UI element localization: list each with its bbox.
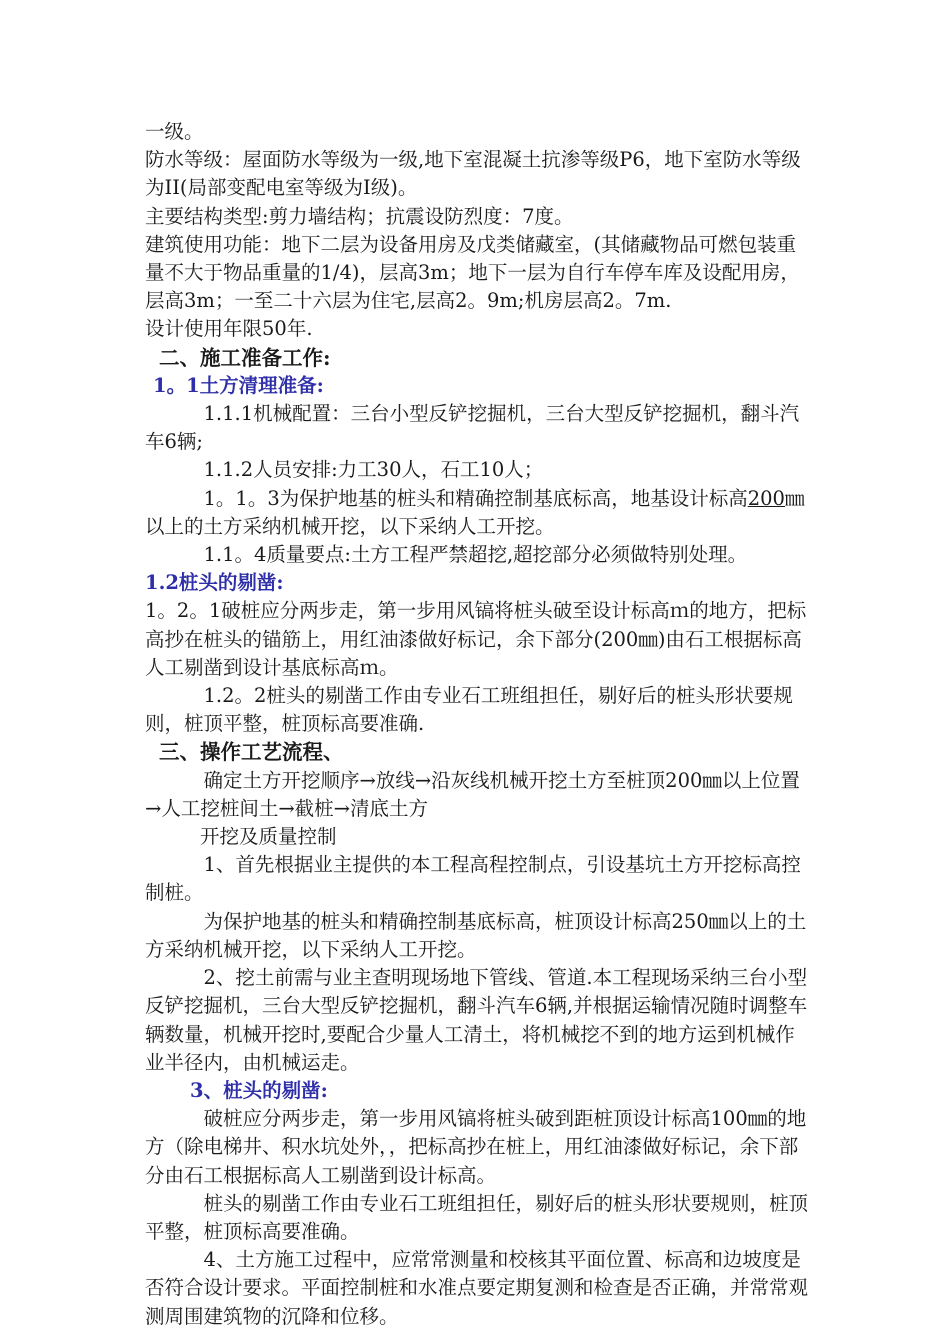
text-paragraph: 2、挖土前需与业主查明现场地下管线、管道.本工程现场采纳三台小型反铲挖掘机，三台大型反铲挖掘机，翻斗汽车6辆,并根据运输情况随时调整车辆数量，机械开挖时,要配合少量人工清土，将机械挖不到的地方运到机械作业半径内，由机械运走。 <box>145 966 808 1074</box>
section-heading: 三、操作工艺流程、 <box>159 740 344 765</box>
subsection-heading: 1。1土方清理准备: <box>153 373 324 397</box>
text-paragraph: 一级。 <box>145 120 204 143</box>
text-paragraph: 确定土方开挖顺序→放线→沿灰线机械开挖土方至桩顶200㎜以上位置→人工挖桩间土→截桩→清底土方 <box>145 768 800 820</box>
text-paragraph: 1.2。2桩头的剔凿工作由专业石工班组担任，剔好后的桩头形状要规则，桩顶平整，桩顶标高要准确. <box>145 684 793 736</box>
document-body <box>145 118 810 1331</box>
text-paragraph: 1.1.2人员安排:力工30人，石工10人； <box>203 458 544 482</box>
text-paragraph: 建筑使用功能：地下二层为设备用房及戊类储藏室，(其储藏物品可燃包装重量不大于物品重量的1/4)，层高3m；地下一层为自行车停车库及设配用房，层高3m；一至二十六层为住宅,层高2。9m;机房层高2。7m. <box>145 232 800 313</box>
text-paragraph: 桩头的剔凿工作由专业石工班组担任，剔好后的桩头形状要规则，桩顶平整，桩顶标高要准确。 <box>145 1191 809 1243</box>
text-paragraph: 1。2。1破桩应分两步走，第一步用风镐将桩头破至设计标高ｍ的地方，把标高抄在桩头的锚筋上，用红油漆做好标记，余下部分(200㎜)由石工根据标高人工剔凿到设计基底标高ｍ。 <box>145 599 807 679</box>
text-span: ㎜以上的土方采纳机械开挖，以下采纳人工开挖。 <box>145 486 805 538</box>
text-paragraph: 1、首先根据业主提供的本工程高程控制点，引设基坑土方开挖标高控制桩。 <box>145 853 801 905</box>
text-paragraph: 破桩应分两步走，第一步用风镐将桩头破到距桩顶设计标高100㎜的地方（除电梯井、积水坑处外，，把标高抄在桩上，用红油漆做好标记，余下部分由石工根据标高人工剔凿到设计标高。 <box>145 1107 807 1187</box>
text-paragraph: 1.1.1机械配置：三台小型反铲挖掘机，三台大型反铲挖掘机，翻斗汽车6辆; <box>145 402 800 454</box>
text-paragraph: 为保护地基的桩头和精确控制基底标高，桩顶设计标高250㎜以上的土方采纳机械开挖，以下采纳人工开挖。 <box>145 909 807 961</box>
text-paragraph: 4、土方施工过程中，应常常测量和校核其平面位置、标高和边坡度是否符合设计要求。平面控制桩和水准点要定期复测和检查是否正确，并常常观测周围建筑物的沉降和位移。 <box>145 1248 809 1328</box>
text-span: 1。1。3为保护地基的桩头和精确控制基底标高，地基设计标高 <box>203 486 748 510</box>
text-paragraph: 设计使用年限50年. <box>145 317 313 341</box>
text-paragraph: 防水等级：屋面防水等级为一级,地下室混凝土抗渗等级P6，地下室防水等级为II(局部变配电室等级为Ⅰ级)。 <box>145 148 801 200</box>
text-paragraph: 1.1。4质量要点:土方工程严禁超挖,超挖部分必须做特别处理。 <box>203 543 748 567</box>
underlined-value: 200 <box>747 486 785 510</box>
subsection-heading: 1.2桩头的剔凿: <box>145 571 284 595</box>
text-paragraph: 主要结构类型:剪力墙结构；抗震设防烈度：7度。 <box>145 204 574 228</box>
section-heading: 二、施工准备工作: <box>159 345 331 370</box>
subsection-heading: 3、桩头的剔凿: <box>190 1078 328 1102</box>
text-paragraph <box>145 485 810 541</box>
text-paragraph: 开挖及质量控制 <box>200 825 337 849</box>
